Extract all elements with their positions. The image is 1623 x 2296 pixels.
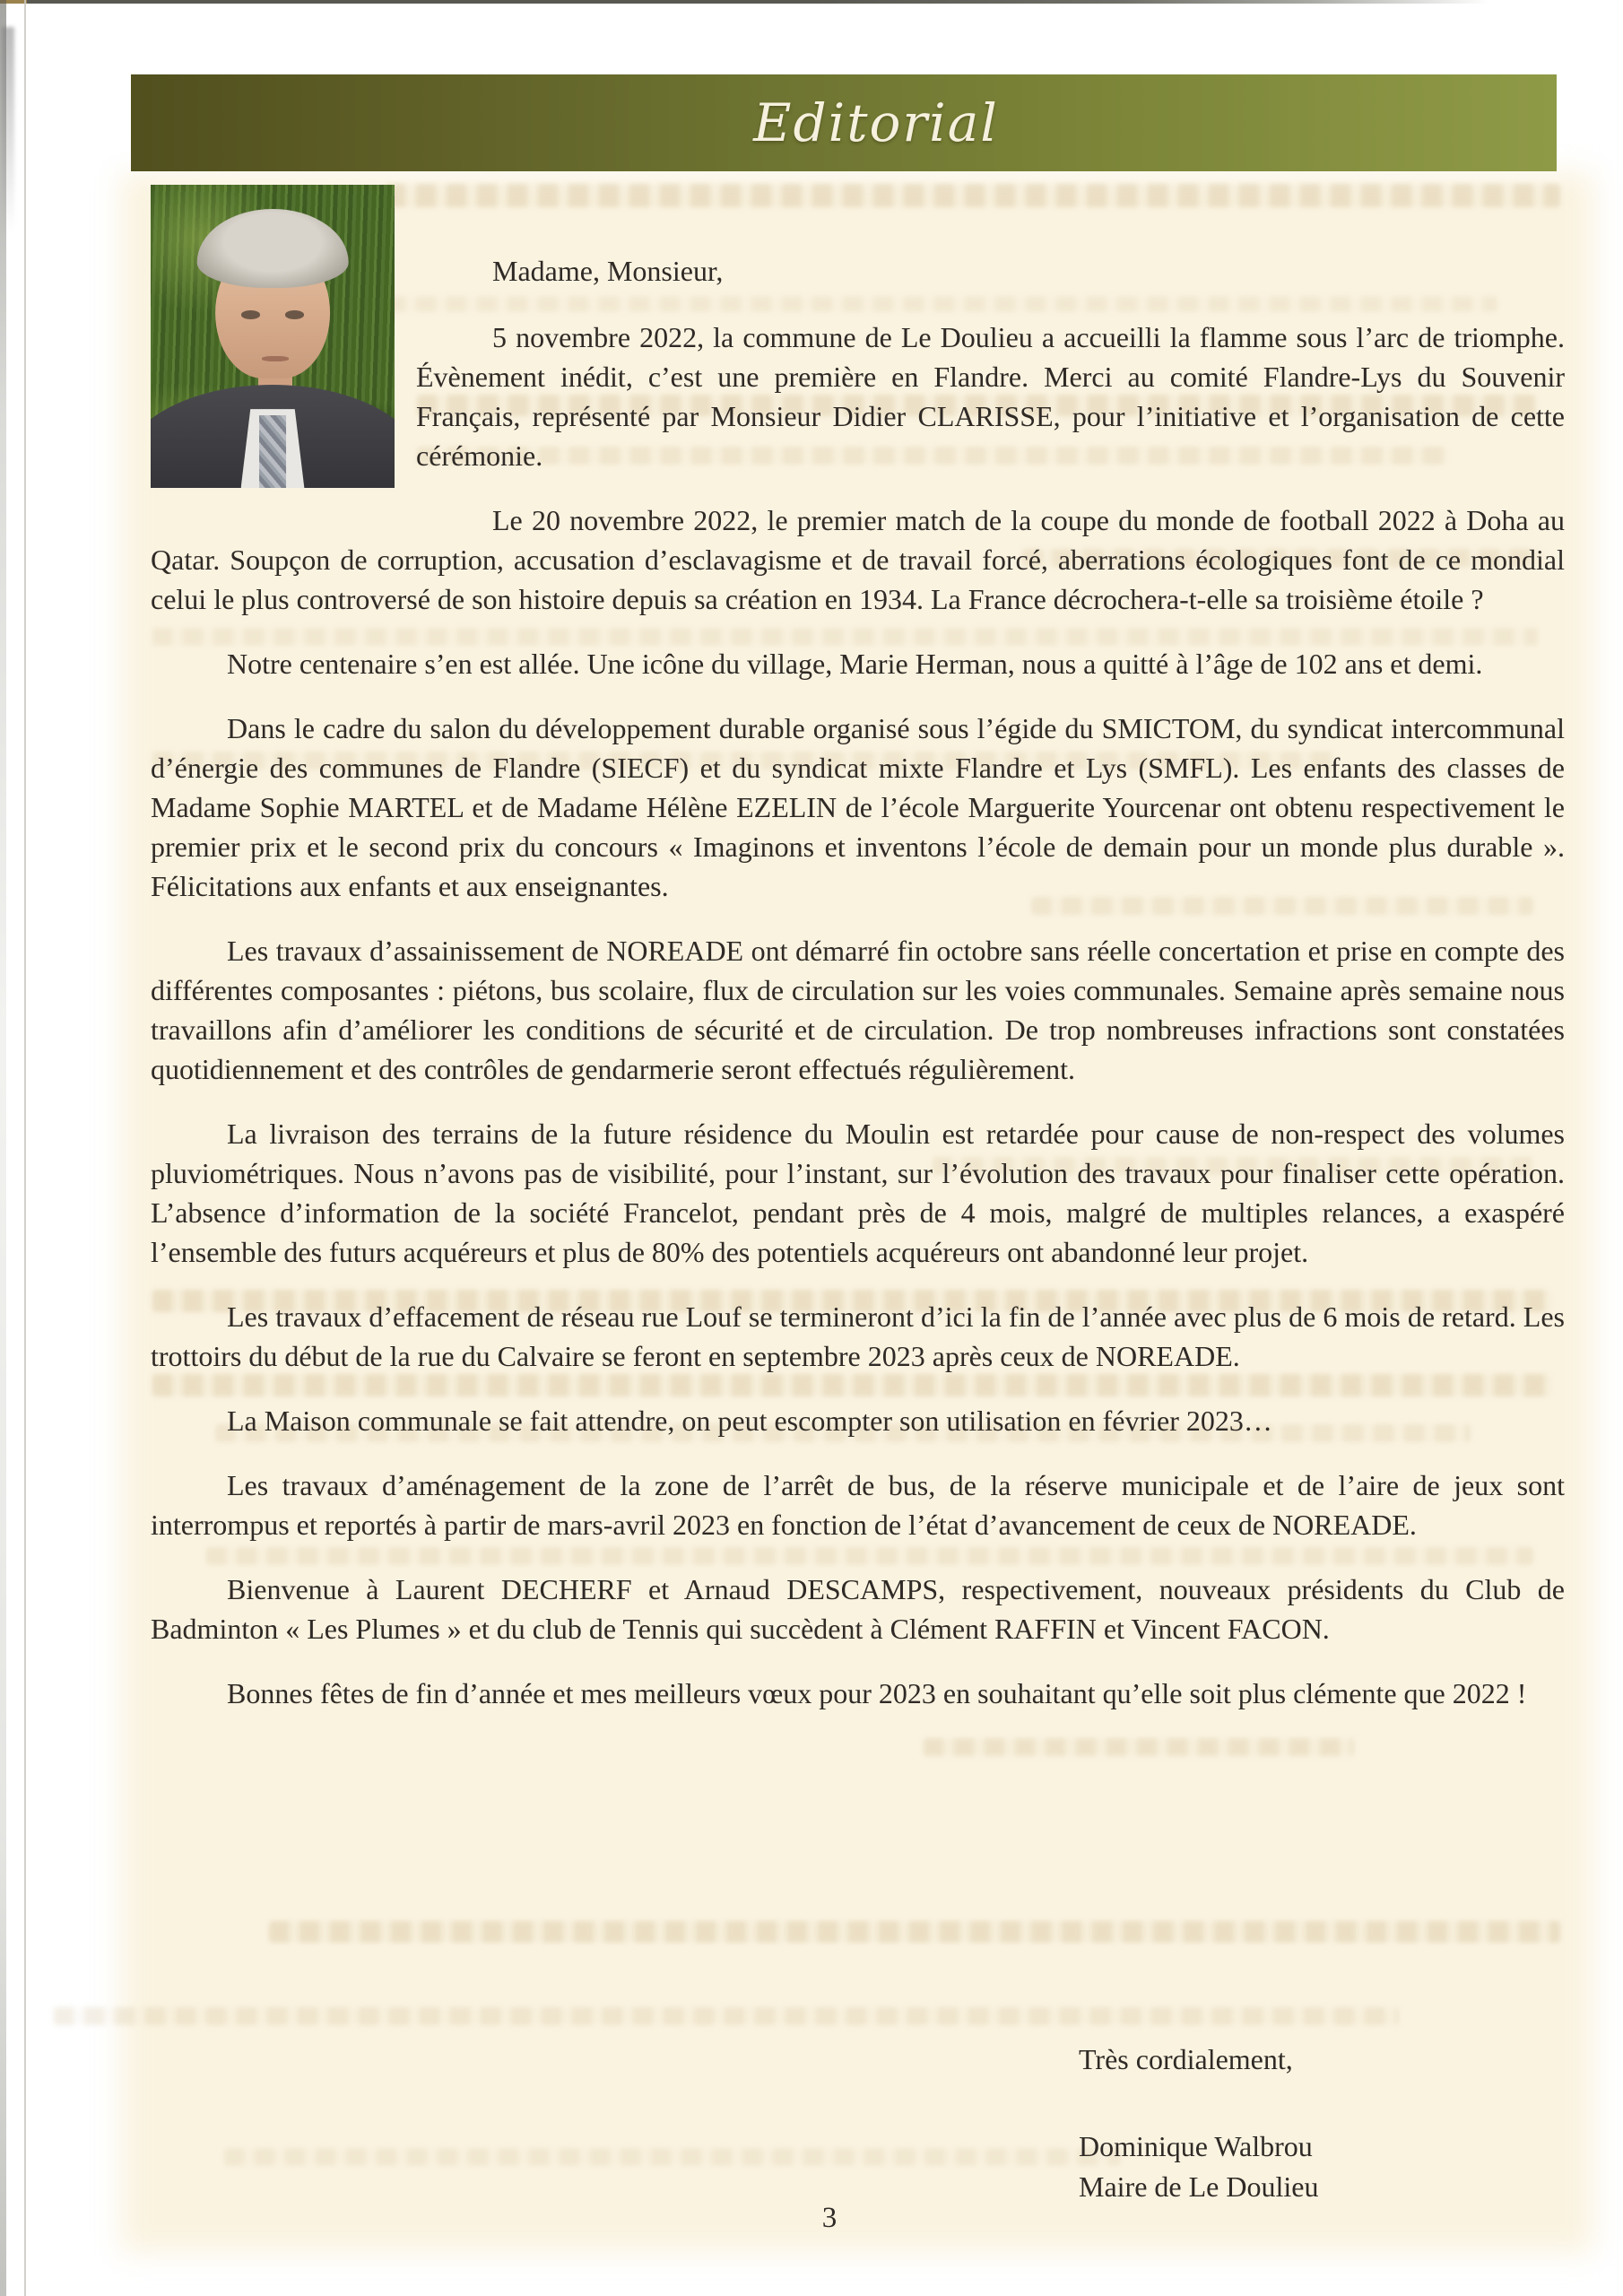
letter-paragraph: Les travaux d’aménagement de la zone de l’arrêt de bus, de la réserve municipale et de l’aire de jeux sont interrompus et reportés à partir de mars-avril 2023 en fonction de l’état d’avancement de ceux de NOREADE. <box>151 1469 1565 1541</box>
mayor-portrait-photo <box>151 185 395 488</box>
photo-right-eye <box>285 310 305 318</box>
signature-name: Dominique Walbrou <box>1079 2130 1313 2162</box>
salutation: Madame, Monsieur, <box>492 255 724 287</box>
letter-paragraph: Bienvenue à Laurent DECHERF et Arnaud DESCAMPS, respectivement, nouveaux présidents du Club de Badminton « Les Plumes » et du club de Tennis qui succèdent à Clément RAFFIN et Vincent FACON. <box>151 1573 1565 1645</box>
letter-paragraph: Les travaux d’assainissement de NOREADE ont démarré fin octobre sans réelle concertation et prise en compte des différentes composantes : piétons, bus scolaire, flux de circulation sur les voies communales. Semaine après semaine nous travaillons afin d’améliorer les conditions de sécurité et de circulation. De trop nombreuses infractions sont constatées quotidiennement et des contrôles de gendarmerie seront effectués régulièrement. <box>151 935 1565 1085</box>
letter-paragraph: Notre centenaire s’en est allée. Une icône du village, Marie Herman, nous a quitté à l’âge de 102 ans et demi. <box>227 648 1483 680</box>
bleed-through-artifact <box>224 2148 1121 2166</box>
bleed-through-artifact <box>54 2007 1399 2025</box>
letter-paragraph: Les travaux d’effacement de réseau rue Louf se termineront d’ici la fin de l’année avec plus de 6 mois de retard. Les trottoirs du début de la rue du Calvaire se feront en septembre 2023 après ceux de NOREADE. <box>151 1300 1565 1372</box>
photo-left-eye <box>241 310 261 318</box>
bleed-through-artifact <box>269 1921 1560 1943</box>
photo-tie <box>259 415 286 488</box>
photo-mouth <box>262 356 289 361</box>
scan-spine-line <box>24 0 26 2296</box>
editorial-banner <box>131 74 1557 171</box>
letter-paragraph: Le 20 novembre 2022, le premier match de la coupe du monde de football 2022 à Doha au Qatar. Soupçon de corruption, accusation d’esclavagisme et de travail forcé, aberrations écologiques font de ce mondial celui le plus controversé de son histoire depuis sa création en 1934. La France décrochera-t-elle sa troisième étoile ? <box>151 504 1565 615</box>
page-number: 3 <box>821 2202 838 2234</box>
editorial-letter <box>151 179 1565 1738</box>
scan-edge-artifact-left <box>0 0 6 2296</box>
signature-block <box>1079 2039 1318 2207</box>
letter-paragraph: La livraison des terrains de la future résidence du Moulin est retardée pour cause de non-respect des volumes pluviométriques. Nous n’avons pas de visibilité, pour l’instant, sur l’évolution des travaux pour finaliser cette opération. L’absence d’information de la société Francelot, pendant près de 4 mois, malgré de multiples relances, a exaspéré l’ensemble des futurs acquéreurs et plus de 80% des potentiels acquéreurs ont abandonné leur projet. <box>151 1118 1565 1268</box>
letter-paragraph: La Maison communale se fait attendre, on peut escompter son utilisation en février 2023… <box>227 1405 1272 1437</box>
letter-paragraph: Bonnes fêtes de fin d’année et mes meilleurs vœux pour 2023 en souhaitant qu’elle soit plus clémente que 2022 ! <box>227 1677 1527 1709</box>
scan-edge-artifact-top <box>0 0 1488 4</box>
page-section-title: Editorial <box>753 92 999 153</box>
valediction: Très cordialement, <box>1079 2043 1293 2075</box>
photo-hair <box>197 209 349 288</box>
letter-paragraph: 5 novembre 2022, la commune de Le Doulieu a accueilli la flamme sous l’arc de triomphe. Évènement inédit, c’est une première en Flandre. Merci au comité Flandre-Lys du Souvenir Français, représenté par Monsieur Didier CLARISSE, pour l’initiative et l’organisation de cette cérémonie. <box>416 321 1565 472</box>
bleed-through-artifact <box>924 1738 1354 1756</box>
scan-corner-smudge <box>2 27 14 233</box>
signature-title: Maire de Le Doulieu <box>1079 2170 1319 2203</box>
letter-paragraph: Dans le cadre du salon du développement durable organisé sous l’égide du SMICTOM, du syndicat intercommunal d’énergie des communes de Flandre (SIECF) et du syndicat mixte Flandre et Lys (SMFL). Les enfants des classes de Madame Sophie MARTEL et de Madame Hélène EZELIN de l’école Marguerite Yourcenar ont obtenu respectivement le premier prix et le second prix du concours « Imaginons et inventons l’école de demain pour un monde plus durable ». Félicitations aux enfants et aux enseignantes. <box>151 712 1565 902</box>
